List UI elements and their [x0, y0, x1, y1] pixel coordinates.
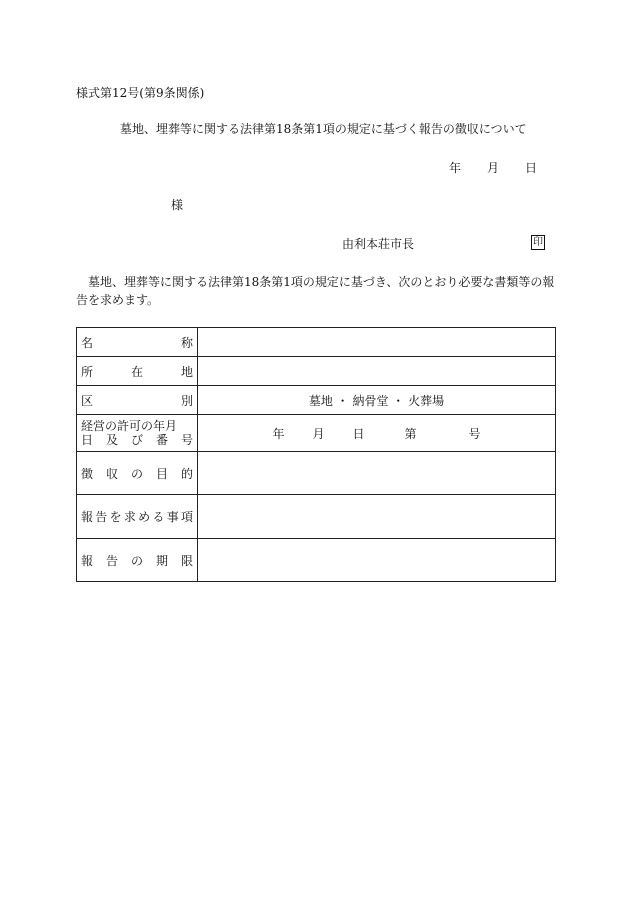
- permit-dai: 第: [404, 426, 417, 441]
- label-permit-line1: 経営の許可の年月: [81, 419, 178, 433]
- label-char: 報: [81, 553, 94, 568]
- label-char: び: [130, 433, 143, 447]
- value-permit: [198, 415, 556, 452]
- label-char: 所: [81, 364, 94, 379]
- date-month-label: 月: [487, 161, 500, 175]
- label-char: 称: [180, 335, 193, 350]
- label-purpose: [77, 452, 198, 495]
- value-name: [198, 328, 556, 357]
- label-char: 区: [81, 393, 94, 408]
- label-char: 及: [105, 433, 118, 447]
- label-char: 告: [95, 510, 108, 524]
- addressee-suffix: 様: [171, 198, 184, 212]
- table-row-deadline: [77, 539, 556, 582]
- label-char: め: [138, 510, 151, 524]
- value-location: [198, 357, 556, 386]
- label-text: [81, 334, 193, 351]
- label-char: 報: [81, 510, 94, 524]
- label-char: 告: [105, 553, 118, 568]
- label-char: 号: [180, 433, 193, 447]
- label-char: 別: [180, 393, 193, 408]
- label-char: 限: [180, 553, 193, 568]
- info-table: [76, 327, 556, 582]
- label-char: 番: [155, 433, 168, 447]
- issuer-name: 由利本荘市長: [342, 237, 415, 251]
- label-location: [77, 357, 198, 386]
- value-matters: [198, 495, 556, 539]
- label-char: 求: [123, 510, 136, 524]
- label-char: 日: [81, 433, 94, 447]
- table-row-matters: [77, 495, 556, 539]
- table-row-category: [77, 386, 556, 415]
- value-deadline: [198, 539, 556, 582]
- label-name: [77, 328, 198, 357]
- body-text: 墓地、埋葬等に関する法律第18条第1項の規定に基づき、次のとおり必要な書類等の報告を求めます。: [76, 275, 555, 307]
- label-category: [77, 386, 198, 415]
- table-row-permit: [77, 415, 556, 452]
- label-char: の: [130, 466, 143, 481]
- seal-mark: 印: [533, 237, 543, 248]
- label-char: 在: [130, 364, 143, 379]
- permit-month: 月: [312, 426, 325, 441]
- date-line: [449, 161, 537, 175]
- label-text: [81, 465, 193, 482]
- label-char: の: [130, 553, 143, 568]
- label-char: 徴: [81, 466, 94, 481]
- label-char: 的: [180, 466, 193, 481]
- label-permit-line2: [81, 433, 193, 447]
- table-row-location: [77, 357, 556, 386]
- document-title: 墓地、埋葬等に関する法律第18条第1項の規定に基づく報告の徴収について: [120, 122, 527, 136]
- label-char: 地: [180, 364, 193, 379]
- label-char: 事: [166, 510, 179, 524]
- label-text: [81, 392, 193, 409]
- label-permit: [77, 415, 198, 452]
- date-day-label: 日: [525, 161, 538, 175]
- label-char: 名: [81, 335, 94, 350]
- table-row-purpose: [77, 452, 556, 495]
- value-category: 墓地 ・ 納骨堂 ・ 火葬場: [198, 386, 556, 415]
- label-char: 期: [155, 553, 168, 568]
- label-deadline: [77, 539, 198, 582]
- label-char: 収: [105, 466, 118, 481]
- permit-go: 号: [468, 426, 481, 441]
- label-text: [81, 363, 193, 380]
- label-text: [81, 552, 193, 569]
- value-purpose: [198, 452, 556, 495]
- label-char: を: [109, 510, 122, 524]
- permit-year: 年: [272, 426, 285, 441]
- label-char: 目: [155, 466, 168, 481]
- label-text: [81, 508, 193, 525]
- label-char: る: [152, 510, 165, 524]
- table-row-name: [77, 328, 556, 357]
- form-number: 様式第12号(第9条関係): [76, 86, 205, 100]
- label-char: 項: [180, 510, 193, 524]
- label-matters: [77, 495, 198, 539]
- date-year-label: 年: [449, 161, 462, 175]
- permit-day: 日: [352, 426, 365, 441]
